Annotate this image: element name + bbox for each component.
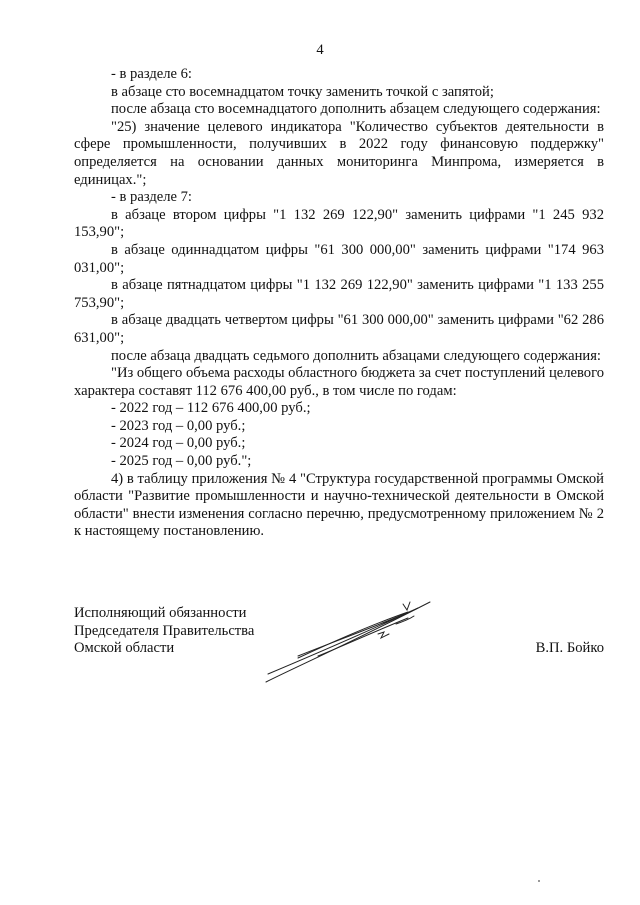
paragraph: в абзаце сто восемнадцатом точку заменить точкой с запятой; — [111, 83, 494, 100]
page-number: 4 — [316, 42, 324, 58]
paragraph: в абзаце одиннадцатом цифры "61 300 000,00" заменить цифрами "174 963 031,00"; — [74, 241, 604, 276]
paragraph: - 2022 год – 112 676 400,00 руб.; — [111, 400, 311, 417]
signature-position-line-2: Председателя Правительства — [74, 622, 255, 639]
paragraph: - 2025 год – 0,00 руб."; — [111, 453, 252, 470]
paragraph: 4) в таблицу приложения № 4 "Структура государственной программы Омской области "Развитие промышленности и научно-технической деятельности в Омской области" внести изменения согласно перечню, предусмотренному приложением № 2 к настоящему постановлению. — [74, 470, 604, 540]
handwritten-signature — [258, 596, 438, 686]
paragraph: "25) значение целевого индикатора "Количество субъектов деятельности в сфере промышленности, получивших в 2022 году финансовую поддержку" определяется на основании данных мониторинга Минпрома, измеряется в единицах."; — [74, 118, 604, 188]
signature-position-line-1: Исполняющий обязанности — [74, 605, 247, 621]
document-body — [74, 66, 604, 541]
paragraph: после абзаца сто восемнадцатого дополнить абзацем следующего содержания: — [111, 101, 601, 118]
paragraph: после абзаца двадцать седьмого дополнить абзацами следующего содержания: — [111, 347, 601, 364]
signature-position-line-3: Омской области — [74, 640, 175, 657]
paragraph: в абзаце двадцать четвертом цифры "61 300 000,00" заменить цифрами "62 286 631,00"; — [74, 312, 604, 346]
paragraph: в абзаце втором цифры "1 132 269 122,90" заменить цифрами "1 245 932 153,90"; — [74, 206, 604, 241]
paragraph: - 2023 год – 0,00 руб.; — [111, 417, 246, 434]
paragraph: "Из общего объема расходы областного бюджета за счет поступлений целевого характера составят 112 676 400,00 руб., в том числе по годам: — [74, 365, 604, 399]
paragraph: - в разделе 6: — [111, 66, 192, 82]
paragraph: - в разделе 7: — [111, 189, 192, 206]
signatory-name: В.П. Бойко — [535, 640, 604, 656]
paragraph: - 2024 год – 0,00 руб.; — [111, 435, 246, 452]
paragraph: в абзаце пятнадцатом цифры "1 132 269 122,90" заменить цифрами "1 133 255 753,90"; — [74, 277, 604, 311]
scan-dot — [538, 880, 540, 882]
